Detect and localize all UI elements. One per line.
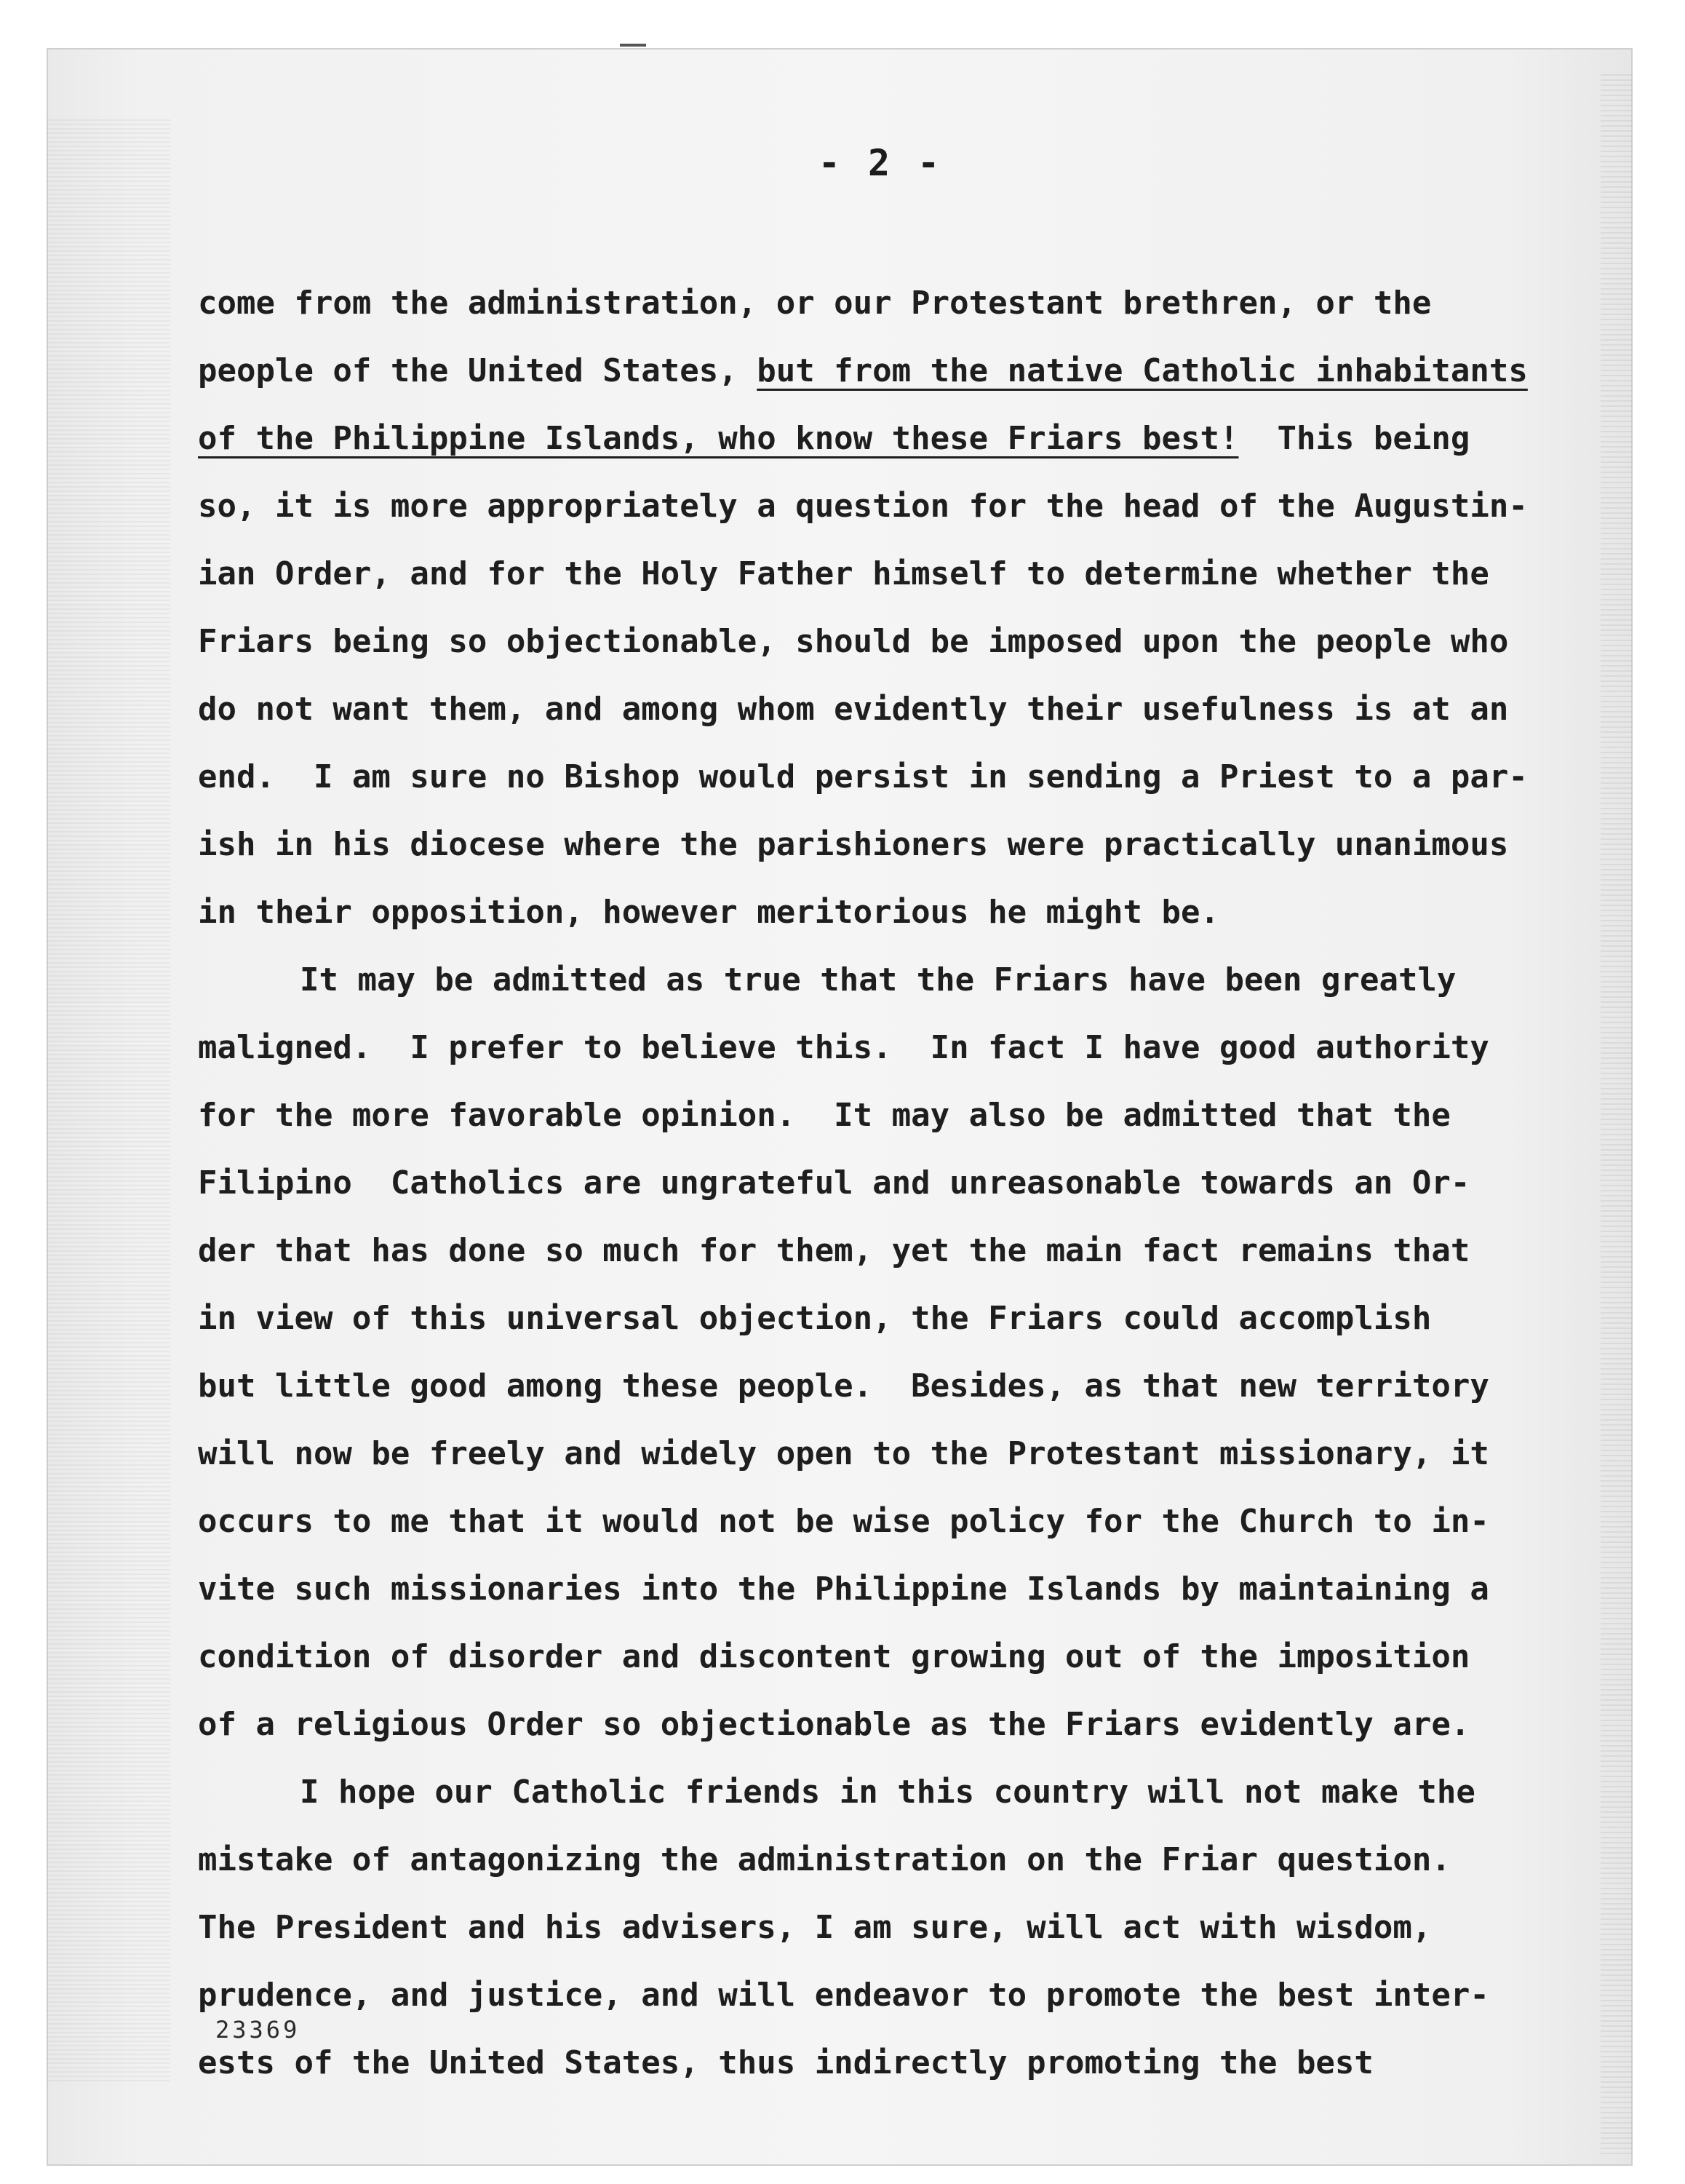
document-id: 23369 [215,2016,300,2044]
text-line-indented: It may be admitted as true that the Friars have been greatly [300,961,1457,998]
text-line: The President and his advisers, I am sure, will act with wisdom, [198,1909,1432,1946]
text-line: end. I am sure no Bishop would persist in sending a Priest to a par- [198,758,1528,795]
text-line: ian Order, and for the Holy Father himself to determine whether the [198,555,1489,592]
page-number: - 2 - [818,142,943,184]
text-line: of a religious Order so objectionable as the Friars evidently are. [198,1706,1470,1743]
underlined-text: of the Philippine Islands, who know these Friars best! [198,420,1239,457]
text-line: maligned. I prefer to believe this. In fact I have good authority [198,1029,1489,1066]
text-line: in their opposition, however meritorious he might be. [198,894,1219,931]
letter-body [198,269,1537,2097]
text-line: ests of the United States, thus indirectly promoting the best [198,2044,1374,2081]
text-line: occurs to me that it would not be wise policy for the Church to in- [198,1503,1489,1540]
text-line [198,405,1537,472]
text-line: but little good among these people. Besides, as that new territory [198,1367,1489,1405]
text-line: der that has done so much for them, yet the main fact remains that [198,1232,1470,1269]
text-line: Filipino Catholics are ungrateful and unreasonable towards an Or- [198,1164,1470,1202]
text-line [198,337,1537,405]
text-line: prudence, and justice, and will endeavor to promote the best inter- [198,1977,1489,2014]
text-line: Friars being so objectionable, should be imposed upon the people who [198,623,1509,660]
scan-mark [620,44,646,47]
text-line: in view of this universal objection, the Friars could accomplish [198,1300,1432,1337]
text-line: for the more favorable opinion. It may also be admitted that the [198,1097,1451,1134]
text-line: vite such missionaries into the Philippine Islands by maintaining a [198,1571,1489,1608]
text-line-indented: I hope our Catholic friends in this country will not make the [300,1774,1475,1811]
text-line: mistake of antagonizing the administration on the Friar question. [198,1841,1451,1878]
text-segment: This being [1238,420,1470,457]
scan-left-shadow [47,116,170,2081]
text-segment: people of the United States, [198,352,757,389]
text-line: condition of disorder and discontent growing out of the imposition [198,1638,1470,1675]
text-line: come from the administration, or our Protestant brethren, or the [198,285,1432,322]
underlined-text: but from the native Catholic inhabitants [757,352,1528,389]
text-line: do not want them, and among whom evidently their usefulness is at an [198,691,1509,728]
text-line: ish in his diocese where the parishioners were practically unanimous [198,826,1509,863]
text-line: so, it is more appropriately a question for the head of the Augustin- [198,488,1528,525]
scan-right-edge [1601,73,1633,2154]
text-line: will now be freely and widely open to the Protestant missionary, it [198,1435,1489,1472]
